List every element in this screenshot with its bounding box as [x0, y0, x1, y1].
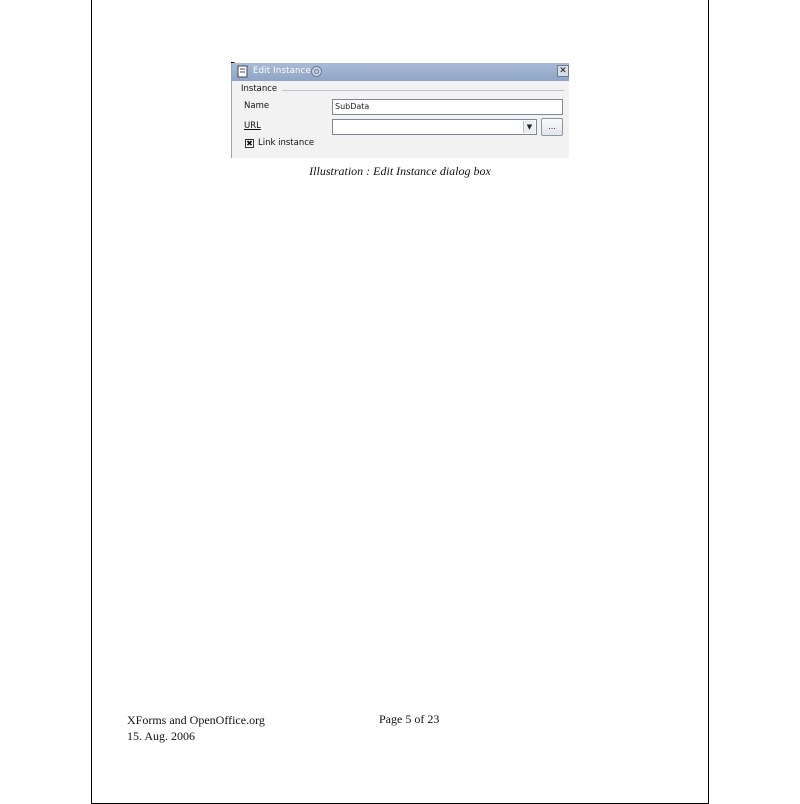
link-instance-checkbox[interactable]: [245, 139, 254, 148]
close-button[interactable]: [557, 65, 569, 77]
link-instance-label: Link instance: [258, 138, 315, 148]
footer-page-number: Page 5 of 23: [379, 712, 440, 726]
name-label: Name: [244, 101, 270, 111]
footer-date: 15. Aug. 2006: [127, 729, 196, 743]
document-icon: [236, 65, 249, 78]
close-icon: ✕: [559, 66, 567, 76]
instance-group-label: Instance: [241, 84, 278, 94]
name-input[interactable]: SubData: [332, 99, 563, 115]
help-icon[interactable]: [310, 65, 323, 78]
group-divider: [282, 90, 564, 91]
figure-caption: Illustration : Edit Instance dialog box: [309, 164, 491, 178]
dialog-title: Edit Instance: [253, 66, 311, 76]
footer-left: [127, 712, 265, 744]
checkmark-icon: ✖: [246, 139, 253, 148]
chevron-down-icon[interactable]: ▼: [523, 121, 535, 133]
edit-instance-dialog: [231, 63, 569, 158]
dialog-titlebar[interactable]: [232, 63, 569, 81]
url-combobox[interactable]: [332, 119, 537, 135]
browse-button[interactable]: ...: [541, 118, 563, 136]
footer-doc-title: XForms and OpenOffice.org: [127, 713, 265, 727]
url-label: URL: [244, 121, 261, 131]
